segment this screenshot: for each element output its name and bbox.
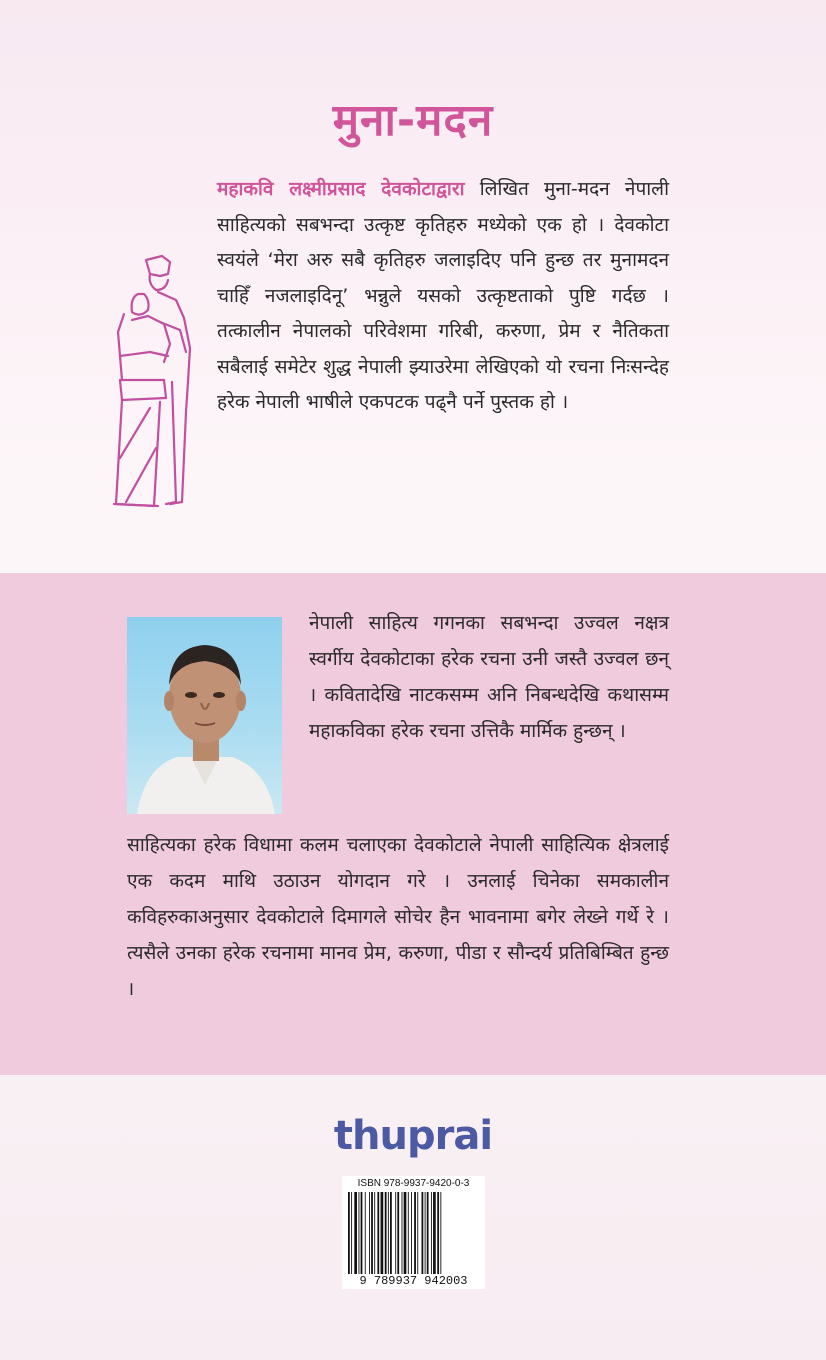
barcode-bar	[417, 1192, 418, 1274]
publisher-logo: thuprai	[333, 1113, 493, 1159]
barcode-bar	[414, 1192, 416, 1274]
isbn-label: ISBN 978-9937-9420-0-3	[357, 1178, 470, 1189]
barcode-bar	[431, 1192, 432, 1274]
barcode-bar	[348, 1192, 350, 1274]
barcode-bar	[351, 1192, 352, 1274]
barcode-bar	[427, 1192, 429, 1274]
barcode-bar	[402, 1192, 403, 1274]
barcode-bar	[354, 1192, 357, 1274]
barcode-bar	[440, 1192, 441, 1274]
about-paragraph-2: साहित्यका हरेक विधामा कलम चलाएका देवकोटाले नेपाली साहित्यिक क्षेत्रलाई एक कदम माथि उठाउन योगदान गरे । उनलाई चिनेका समकालीन कविहरुकाअनुसार देवकोटाले दिमागले सोचेर हैन भावनामा बगेर लेख्ने गर्थे रे । त्यसैले उनका हरेक रचनामा मानव प्रेम, करुणा, पीडा र सौन्दर्य प्रतिबिम्बित हुन्छ ।	[127, 834, 669, 1000]
isbn-barcode	[342, 1176, 485, 1289]
couple-illustration	[110, 252, 198, 514]
author-photo	[127, 617, 282, 814]
barcode-bar	[361, 1192, 363, 1274]
intro-paragraph	[217, 172, 669, 421]
barcode-bar	[395, 1192, 396, 1274]
barcode-bar	[371, 1192, 373, 1274]
barcode-bar	[422, 1192, 424, 1274]
barcode-bar	[381, 1192, 384, 1274]
book-title: मुना-मदन	[332, 95, 494, 146]
barcode-bar	[437, 1192, 439, 1274]
author-name: महाकवि लक्ष्मीप्रसाद देवकोटाद्वारा	[217, 178, 465, 200]
barcode-bar	[365, 1192, 366, 1274]
barcode-bar	[385, 1192, 387, 1274]
barcode-bar	[397, 1192, 399, 1274]
barcode-bar	[369, 1192, 370, 1274]
about-paragraph-1: नेपाली साहित्य गगनका सबभन्दा उज्वल नक्षत्र स्वर्गीय देवकोटाका हरेक रचना उनी जस्तै उज्वल छन् । कवितादेखि नाटकसम्म अनि निबन्धदेखि कथासम्म महाकविका हरेक रचना उत्तिकै मार्मिक हुन्छन् ।	[309, 612, 669, 742]
barcode-bars	[348, 1192, 479, 1274]
barcode-bar	[388, 1192, 389, 1274]
isbn-digits: 9 789937 942003	[359, 1274, 468, 1288]
barcode-bar	[411, 1192, 412, 1274]
barcode-bar	[359, 1192, 360, 1274]
barcode-bar	[390, 1192, 392, 1274]
barcode-bar	[425, 1192, 426, 1274]
barcode-bar	[433, 1192, 436, 1274]
barcode-bar	[374, 1192, 375, 1274]
barcode-bar	[377, 1192, 379, 1274]
intro-text: लिखित मुना-मदन नेपाली साहित्यको सबभन्दा उत्कृष्ट कृतिहरु मध्येको एक हो । देवकोटा स्वयंले ‘मेरा अरु सबै कृतिहरु जलाइदिए पनि हुन्छ तर मुनामदन चाहिँ नजलाइदिनू’ भन्नुले यसको उत्कृष्टताको पुष्टि गर्दछ । तत्कालीन नेपालको परिवेशमा गरिबी, करुणा, प्रेम र नैतिकता सबैलाई समेटेर शुद्ध नेपाली झ्याउरेमा लेखिएको यो रचना निःसन्देह हरेक नेपाली भाषीले एकपटक पढ्नै पर्ने पुस्तक हो ।	[217, 178, 669, 413]
barcode-bar	[408, 1192, 409, 1274]
barcode-bar	[404, 1192, 407, 1274]
